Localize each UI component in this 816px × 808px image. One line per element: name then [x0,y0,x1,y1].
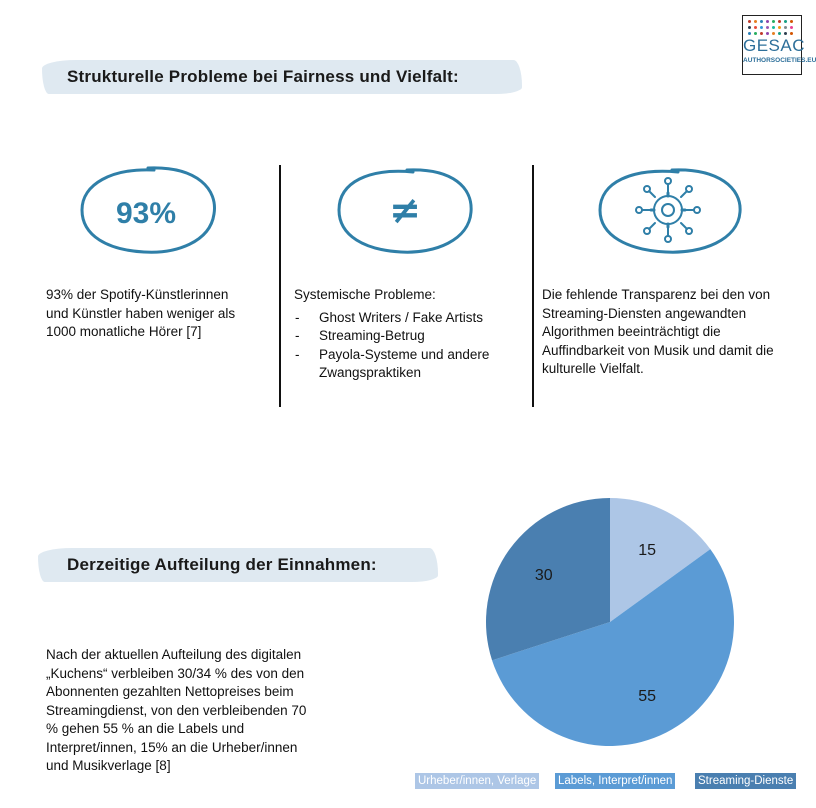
logo-dot [766,20,769,23]
logo-dots [748,20,796,35]
percentage-badge-icon [78,160,218,260]
revenue-split-text: Nach der aktuellen Aufteilung des digitalen „Kuchens“ verbleiben 30/34 % des von den Abonnenten gezahlten Nettopreises beim Streamingdienst, von den verbleibenden 70 % gehen 55 % an die Labels und Interpret/innen, 15% an die Urheber/innen und Musikverlage [8] [46,647,307,773]
column-divider-1 [279,165,281,407]
logo-dot [778,20,781,23]
percentage-badge-text: 93% [115,197,177,230]
pie-data-label: 55 [638,687,657,705]
logo-dot [748,32,751,35]
logo-dot [748,26,751,29]
logo-dot [772,32,775,35]
col1-text: 93% der Spotify-Künstlerinnen und Künstler haben weniger als 1000 monatliche Hörer [7] [46,287,236,339]
problems-list [294,309,519,383]
logo-dot [790,26,793,29]
logo-subtitle: AUTHORSOCIETIES.EU [743,57,816,64]
not-equal-icon [335,160,475,260]
logo-dot [754,32,757,35]
logo-dot [754,20,757,23]
list-item: - Ghost Writers / Fake Artists [294,309,519,328]
logo-dot [766,32,769,35]
list-item: - Payola-Systeme und andere Zwangspraktiken [294,346,519,383]
logo-dot [760,26,763,29]
col2-intro: Systemische Probleme: [294,287,436,302]
logo-dot [778,26,781,29]
logo-dot [760,32,763,35]
logo-dot [790,32,793,35]
pie-data-label: 15 [638,542,657,560]
legend-item: Labels, Interpret/innen [555,773,675,789]
section1-heading: Strukturelle Probleme bei Fairness und Vielfalt: [67,67,459,86]
logo-dot [760,20,763,23]
logo-name: GESAC [743,36,806,55]
logo-dot [772,20,775,23]
col2-text [294,286,519,383]
section2-heading: Derzeitige Aufteilung der Einnahmen: [67,555,377,574]
legend-item: Streaming-Dienste [695,773,796,789]
logo-dot [784,20,787,23]
pie-data-label: 30 [534,566,553,584]
gesac-logo [742,15,816,75]
logo-dot [790,20,793,23]
algorithm-gear-icon [596,160,744,260]
col3-text: Die fehlende Transparenz bei den von Streaming-Diensten angewandten Algorithmen beeinträchtigt die Auffindbarkeit von Musik und damit die kulturelle Vielfalt. [542,287,774,376]
logo-dot [772,26,775,29]
logo-dot [748,20,751,23]
list-item: - Streaming-Betrug [294,327,519,346]
logo-dot [754,26,757,29]
legend-item: Urheber/innen, Verlage [415,773,539,789]
revenue-pie-chart [470,496,760,766]
logo-dot [766,26,769,29]
not-equal-symbol: ≠ [389,188,421,232]
logo-dot [784,32,787,35]
logo-dot [784,26,787,29]
logo-dot [778,32,781,35]
column-divider-2 [532,165,534,407]
